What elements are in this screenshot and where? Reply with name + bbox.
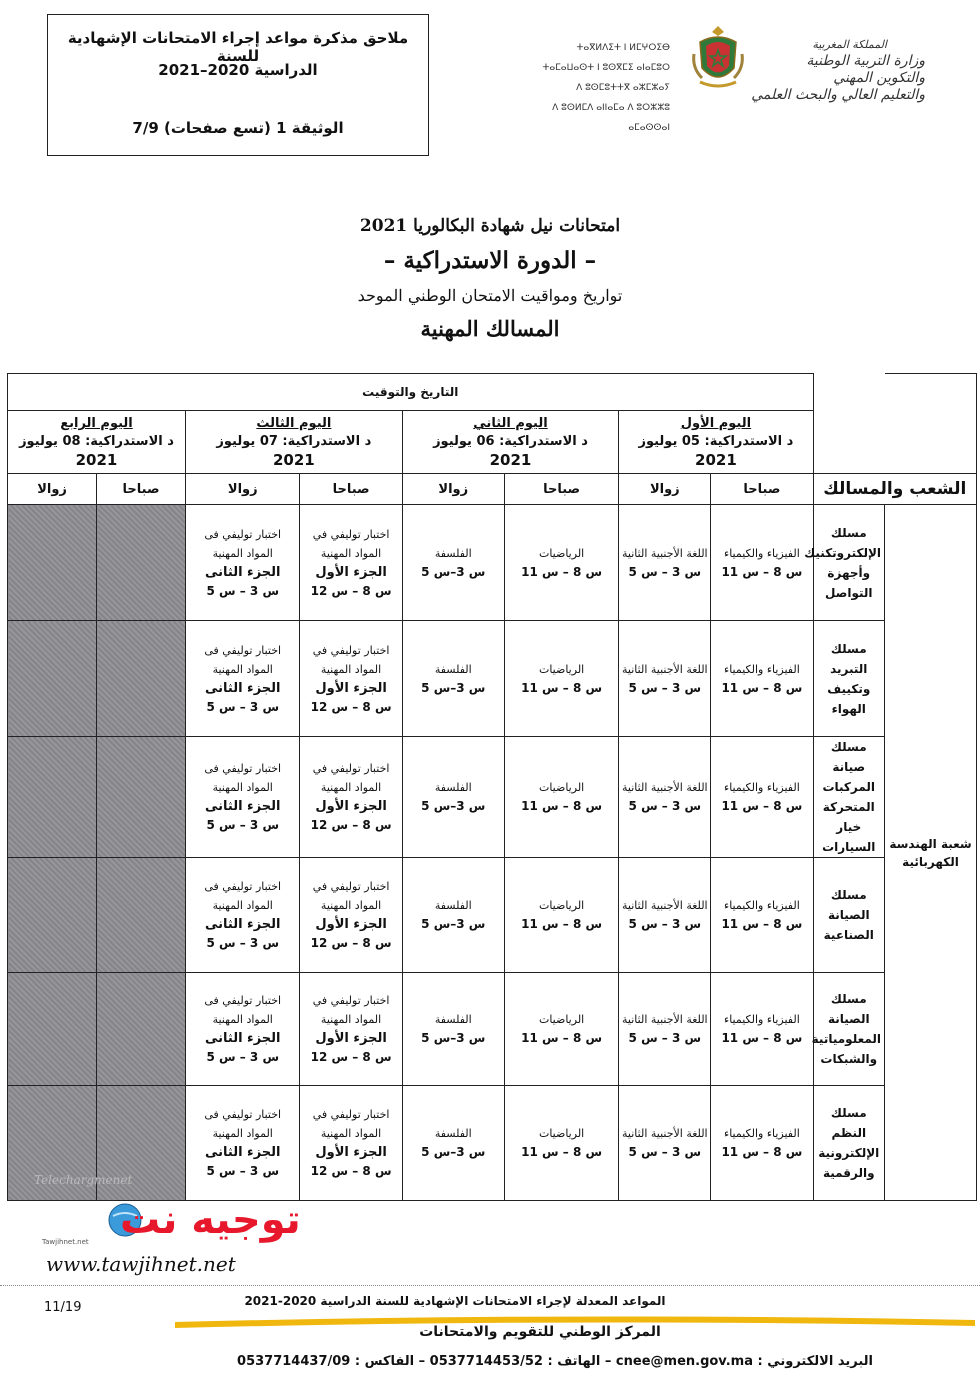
tifinagh-line: ⴷ ⵓⵙⵍⵎⴷ ⴰⵏⵏⴰⵎⴰ ⴷ ⵓⵔⵣⵣⵓ ⴰⵎⴰⵙⵙⴰⵏ [552, 103, 670, 133]
subject: الفيزياء والكيمياء [724, 1127, 800, 1140]
time: س 8 – س 11 [521, 799, 603, 813]
time: س 8 – س 12 [310, 583, 392, 598]
subject: المواد المهنية [320, 1127, 382, 1140]
day-1-afternoon-cell [619, 505, 711, 621]
day-2-header [402, 411, 619, 474]
afternoon-label: زوالا [186, 474, 300, 505]
day-2-morning-cell [504, 737, 618, 858]
subject: المواد المهنية [212, 1127, 273, 1140]
kingdom-label: المملكة المغربية [812, 38, 887, 51]
subject: المواد المهنية [320, 781, 382, 794]
footer-divider [0, 1285, 980, 1286]
subject: الفلسفة [434, 662, 472, 676]
day-4-afternoon-cell [8, 505, 97, 621]
day-2-afternoon-cell [402, 1086, 504, 1201]
day-4-morning-cell [97, 858, 186, 973]
table-row [8, 737, 977, 858]
part: الجزء الأول [315, 1031, 387, 1046]
subject: المواد المهنية [212, 662, 273, 676]
day-1-morning-cell [711, 858, 813, 973]
logo-subtext: Tawjihnet.net [42, 1238, 89, 1246]
watermark-text: Telechargmenet [34, 1173, 133, 1187]
day-1-date: د الاستدراكية: 05 يوليوز [638, 434, 794, 449]
subject: الرياضيات [538, 899, 585, 912]
subject: اللغة الأجنبية الثانية [622, 1013, 708, 1026]
day-1-morning-cell [711, 505, 813, 621]
logo-text: توجيه نت [120, 1197, 301, 1243]
subject: الفلسفة [434, 546, 472, 560]
header-corner [885, 411, 977, 474]
day-4-morning-cell [97, 505, 186, 621]
time: س 3 – س 5 [206, 699, 280, 714]
day-1-name: اليوم الأول [680, 416, 752, 431]
time: س 3–س 5 [421, 1031, 486, 1045]
day-2-afternoon-cell [402, 858, 504, 973]
track-cell [813, 858, 885, 973]
day-4-name: اليوم الرابع [60, 416, 133, 431]
afternoon-label: زوالا [8, 474, 97, 505]
tracks-title: المسالك المهنية [420, 316, 560, 341]
subject: المواد المهنية [212, 546, 273, 560]
day-3-morning-cell [300, 621, 402, 737]
day-2-afternoon-cell [402, 621, 504, 737]
center-name: المركز الوطني للتقويم والامتحانات [419, 1324, 661, 1340]
coat-of-arms-icon [690, 24, 746, 92]
day-4-afternoon-cell [8, 621, 97, 737]
day-2-afternoon-cell [402, 973, 504, 1086]
footer-note: المواعد المعدلة لإجراء الامتحانات الإشهادية للسنة الدراسية 2020-2021 [244, 1294, 666, 1308]
day-2-morning-cell [504, 858, 618, 973]
day-1-afternoon-cell [619, 973, 711, 1086]
exam-title: امتحانات نيل شهادة البكالوريا 2021 [359, 216, 621, 236]
time: س 8 – س 11 [721, 1145, 803, 1159]
branch-header: الشعب والمسالك [813, 474, 977, 505]
subject: الفلسفة [434, 1127, 472, 1140]
time: س 8 – س 11 [721, 680, 803, 695]
subject: المواد المهنية [320, 662, 382, 676]
day-3-header [186, 411, 403, 474]
subject: اختبار توليفي في [312, 1108, 390, 1121]
time: س 8 – س 11 [721, 917, 803, 931]
time: س 3 – س 5 [206, 1050, 280, 1064]
annex-line-2: الدراسية 2020–2021 [158, 61, 318, 79]
time: س 8 – س 11 [521, 680, 603, 695]
subject: اللغة الأجنبية الثانية [622, 546, 708, 560]
morning-label: صباحا [97, 474, 186, 505]
day-3-morning-cell [300, 973, 402, 1086]
time: س 8 – س 12 [310, 1050, 392, 1064]
track-name: مسلك الإلكتروتكنيك وأجهزة التواصل [804, 525, 882, 600]
subject: الفيزياء والكيمياء [724, 781, 800, 794]
subject: الرياضيات [538, 781, 585, 794]
time: س 8 – س 11 [521, 1145, 603, 1159]
site-url[interactable]: www.tawjihnet.net [46, 1252, 236, 1276]
day-1-afternoon-cell [619, 621, 711, 737]
time: س 3 – س 5 [628, 1031, 702, 1045]
part: الجزء الثانى [204, 917, 281, 932]
subject: اختبار توليفي فى [204, 527, 282, 541]
subject: الفيزياء والكيمياء [724, 546, 800, 560]
schedule-subtitle: تواريخ ومواقيت الامتحان الوطني الموحد [357, 286, 623, 305]
subject: الفيزياء والكيمياء [724, 662, 800, 676]
time: س 8 – س 11 [721, 799, 803, 813]
day-4-year: 2021 [75, 451, 118, 469]
table-row [8, 1086, 977, 1201]
day-2-afternoon-cell [402, 505, 504, 621]
day-1-header [619, 411, 813, 474]
subject: اختبار توليفي فى [204, 1108, 282, 1121]
day-3-name: اليوم الثالث [256, 416, 332, 431]
time: س 8 – س 11 [521, 564, 603, 579]
time: س 8 – س 11 [521, 917, 603, 931]
day-3-afternoon-cell [186, 621, 300, 737]
time: س 3–س 5 [421, 799, 486, 813]
table-row [8, 621, 977, 737]
sector-label: شعبة الهندسة الكهربائية [889, 836, 972, 869]
subject: اختبار توليفي فى [204, 994, 282, 1007]
day-4-header [8, 411, 186, 474]
time: س 3 – س 5 [628, 917, 702, 931]
day-1-afternoon-cell [619, 737, 711, 858]
time: س 3 – س 5 [628, 680, 702, 695]
time: س 8 – س 12 [310, 1164, 392, 1178]
subject: الفيزياء والكيمياء [724, 899, 800, 912]
sector-cell [885, 505, 977, 1201]
day-2-morning-cell [504, 505, 618, 621]
subject: المواد المهنية [212, 781, 273, 794]
day-3-afternoon-cell [186, 505, 300, 621]
tifinagh-line: ⵜⴰⵎⴰⵡⴰⵙⵜ ⵏ ⵓⵙⴳⵎⵉ ⴰⵏⴰⵎⵓⵔ [542, 63, 670, 73]
subject: اختبار توليفي في [312, 762, 390, 775]
day-2-morning-cell [504, 973, 618, 1086]
part: الجزء الأول [315, 564, 387, 580]
day-1-afternoon-cell [619, 1086, 711, 1201]
time: س 3–س 5 [421, 564, 486, 579]
day-3-morning-cell [300, 737, 402, 858]
subject: المواد المهنية [212, 1013, 273, 1026]
morning-label: صباحا [300, 474, 402, 505]
afternoon-label: زوالا [402, 474, 504, 505]
subject: المواد المهنية [320, 1013, 382, 1026]
annex-line-1: ملاحق مذكرة مواعد إجراء الامتحانات الإشهادية للسنة [67, 29, 409, 65]
day-1-afternoon-cell [619, 858, 711, 973]
track-cell [813, 973, 885, 1086]
track-cell [813, 737, 885, 858]
subject: الفلسفة [434, 1013, 472, 1026]
day-4-morning-cell [97, 737, 186, 858]
time: س 3 – س 5 [628, 564, 702, 579]
table-row [8, 973, 977, 1086]
time: س 3–س 5 [421, 917, 486, 931]
part: الجزء الأول [315, 680, 387, 696]
time: س 3 – س 5 [206, 583, 280, 598]
time: س 3 – س 5 [628, 1145, 702, 1159]
annex-box [47, 14, 429, 156]
day-2-year: 2021 [489, 451, 532, 469]
time: س 8 – س 12 [310, 818, 392, 832]
subject: الرياضيات [538, 1013, 585, 1026]
day-4-date: د الاستدراكية: 08 يوليوز [19, 434, 174, 449]
subject: اختبار توليفي في [312, 994, 390, 1007]
day-3-morning-cell [300, 1086, 402, 1201]
subject: المواد المهنية [320, 899, 382, 912]
part: الجزء الأول [315, 1145, 387, 1160]
day-3-morning-cell [300, 505, 402, 621]
subject: الفيزياء والكيمياء [724, 1013, 800, 1026]
subject: الفلسفة [434, 899, 472, 912]
subject: اختبار توليفي في [312, 880, 390, 893]
header-spacer [813, 411, 885, 474]
subject: اختبار توليفي فى [204, 643, 282, 657]
tifinagh-line: ⴷ ⵓⵙⵎⵓⵜⵜⴳ ⴰⵣⵎⵣⴰⵢ [576, 83, 670, 93]
time: س 8 – س 11 [521, 1031, 603, 1045]
part: الجزء الثانى [204, 1031, 281, 1046]
day-1-morning-cell [711, 1086, 813, 1201]
track-name: مسلك التبريد وتكييف الهواء [827, 641, 871, 716]
track-cell [804, 505, 885, 621]
ministry-line-2: والتكوين المهني [833, 70, 925, 86]
subject: اللغة الأجنبية الثانية [622, 781, 708, 794]
time: س 3 – س 5 [206, 818, 280, 832]
day-4-afternoon-cell [8, 858, 97, 973]
time: س 3 – س 5 [206, 936, 280, 950]
session-title: – الدورة الاستدراكية – [383, 247, 597, 274]
subject: المواد المهنية [320, 546, 382, 560]
subject: الرياضيات [538, 1127, 585, 1140]
afternoon-label: زوالا [619, 474, 711, 505]
tifinagh-line: ⵜⴰⴳⵍⴷⵉⵜ ⵏ ⵍⵎⵖⵔⵉⴱ [576, 43, 670, 53]
day-1-morning-cell [711, 973, 813, 1086]
track-name: مسلك النظم الإلكترونية والرقمية [818, 1106, 880, 1180]
day-3-afternoon-cell [186, 973, 300, 1086]
day-1-morning-cell [711, 621, 813, 737]
morning-label: صباحا [711, 474, 813, 505]
time: س 8 – س 11 [721, 564, 803, 579]
time: س 8 – س 12 [310, 699, 392, 714]
track-name: مسلك صيانة المركبات المتحركة خيار السيارات [822, 740, 876, 854]
time: س 8 – س 12 [310, 936, 392, 950]
day-4-afternoon-cell [8, 737, 97, 858]
table-row [8, 505, 977, 621]
ministry-line-3: والتعليم العالي والبحث العلمي [751, 87, 925, 103]
track-name: مسلك الصيانة المعلومياتية والشبكات [811, 992, 882, 1066]
morning-label: صباحا [504, 474, 618, 505]
table-row [8, 858, 977, 973]
track-name: مسلك الصيانة الصناعية [823, 888, 874, 942]
day-3-year: 2021 [272, 451, 315, 469]
subject: اللغة الأجنبية الثانية [622, 1127, 708, 1140]
day-2-name: اليوم الثاني [473, 416, 548, 431]
page-number: 11/19 [44, 1300, 82, 1315]
part: الجزء الثانى [204, 1145, 281, 1160]
ministry-line-1: وزارة التربية الوطنية [806, 53, 925, 69]
track-cell [813, 1086, 885, 1201]
day-3-afternoon-cell [186, 1086, 300, 1201]
subject: الرياضيات [538, 662, 585, 676]
subject: اللغة الأجنبية الثانية [622, 899, 708, 912]
time: س 3–س 5 [421, 680, 486, 695]
track-cell [813, 621, 885, 737]
time: س 8 – س 11 [721, 1031, 803, 1045]
day-3-afternoon-cell [186, 858, 300, 973]
subject: الفلسفة [434, 781, 472, 794]
time: س 3 – س 5 [628, 799, 702, 813]
subject: اختبار توليفي في [312, 527, 390, 541]
day-2-date: د الاستدراكية: 06 يوليوز [433, 434, 588, 449]
subject: اختبار توليفي فى [204, 762, 282, 775]
header-spacer [813, 374, 885, 411]
part: الجزء الأول [315, 917, 387, 932]
part: الجزء الثانى [204, 564, 281, 580]
day-1-morning-cell [711, 737, 813, 858]
contact-line: البريد الالكتروني : cnee@men.gov.ma – الهاتف : 0537714453/52 – الفاكس : 0537714437/09 [237, 1354, 873, 1369]
day-2-morning-cell [504, 621, 618, 737]
day-3-date: د الاستدراكية: 07 يوليوز [216, 434, 372, 449]
annex-line-3: الوثيقة 1 (تسع صفحات) 7/9 [132, 119, 344, 137]
part: الجزء الثانى [204, 799, 281, 814]
day-1-year: 2021 [695, 451, 737, 469]
day-2-afternoon-cell [402, 737, 504, 858]
header-corner [885, 374, 977, 411]
time: س 3–س 5 [421, 1145, 486, 1159]
part: الجزء الأول [315, 799, 387, 814]
part: الجزء الثانى [204, 680, 281, 696]
day-4-morning-cell [97, 973, 186, 1086]
date-time-header: التاريخ والتوقيت [8, 374, 814, 411]
day-2-morning-cell [504, 1086, 618, 1201]
day-3-morning-cell [300, 858, 402, 973]
time: س 3 – س 5 [206, 1164, 280, 1178]
tifinagh-header [520, 38, 670, 138]
day-4-afternoon-cell [8, 973, 97, 1086]
subject: اختبار توليفي في [312, 643, 390, 657]
schedule-table [7, 373, 977, 1201]
subject: الرياضيات [538, 546, 585, 560]
subject: المواد المهنية [212, 899, 273, 912]
subject: اللغة الأجنبية الثانية [622, 662, 708, 676]
day-3-afternoon-cell [186, 737, 300, 858]
ministry-header [745, 36, 925, 104]
day-4-morning-cell [97, 621, 186, 737]
subject: اختبار توليفي فى [204, 880, 282, 893]
